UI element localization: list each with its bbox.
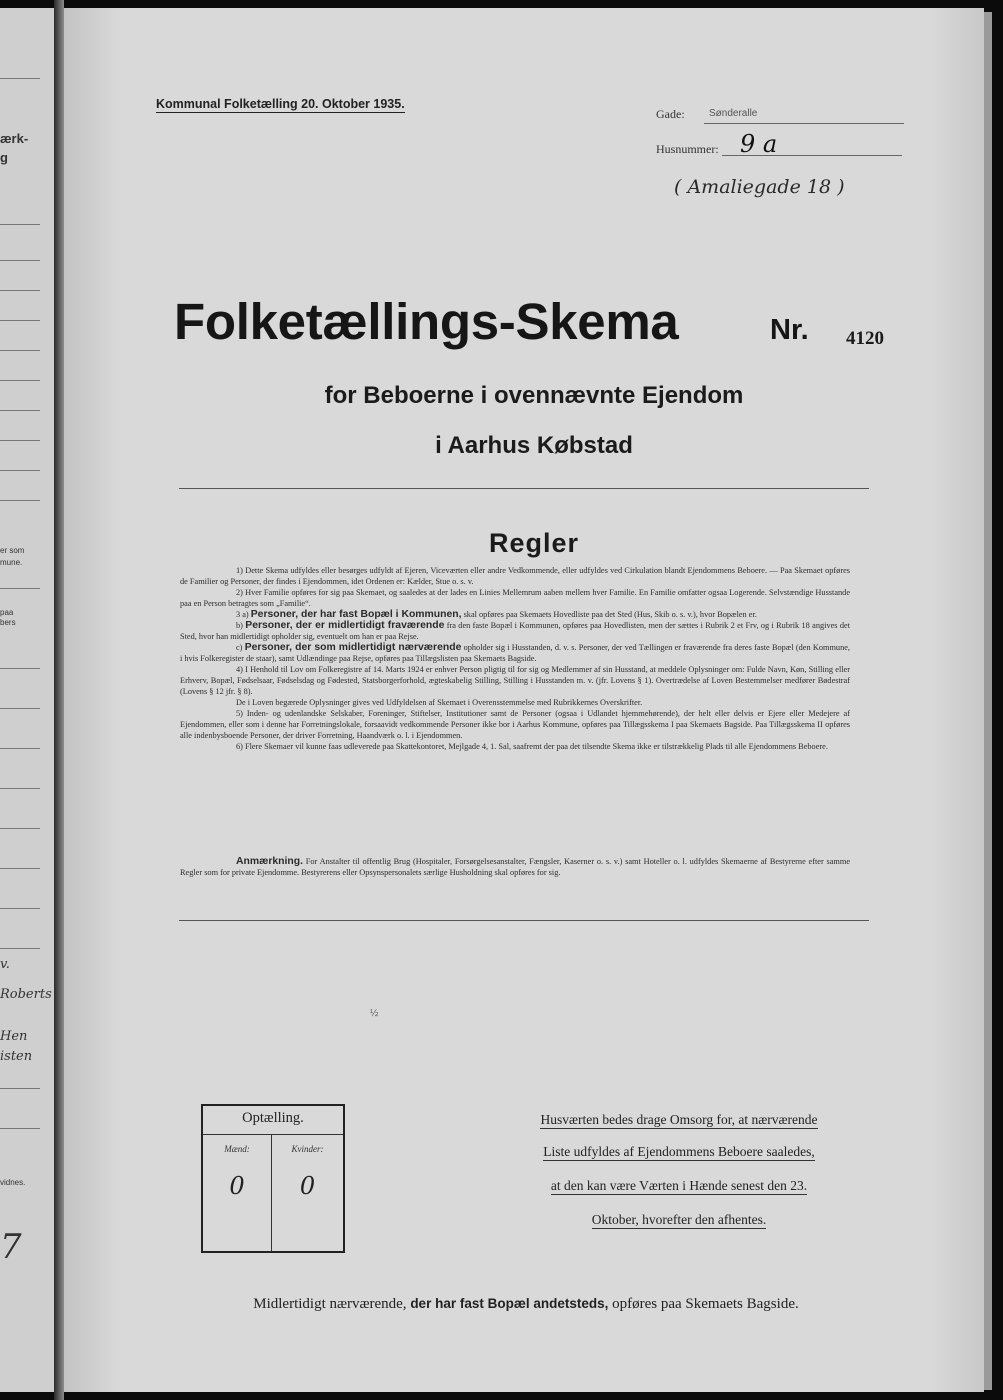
left-page-fragment: vidnes.	[0, 1178, 26, 1187]
count-box	[201, 1104, 345, 1253]
left-page-fragment: g	[0, 150, 8, 165]
form-subtitle: for Beboerne i ovennævnte Ejendom	[324, 382, 744, 409]
left-page-rule	[0, 470, 40, 471]
footer-note: Midlertidigt nærværende, der har fast Bopæl andetsteds, opføres paa Skemaets Bagside.	[253, 1296, 799, 1312]
women-label: Kvinder:	[291, 1144, 324, 1154]
divider-top	[179, 488, 869, 489]
rule-4: 4) I Henhold til Lov om Folkeregistre af 14. Marts 1924 er enhver Person pligtig til for sig og Medlemmer af sin Husstand, at meddele Oplysninger om: Fulde Navn, Køn, Stilling eller Erhverv, Bopæl, Fødselsaar, Fødselsdag og Fødested, Statsborgerforhold, ægteskabelig Stilling, Stilling i Husstanden m. v. (jfr. Lovens § 1). Overtrædelse af Loven Bestemmelser medfører Bødestraf (Lovens § 12 jfr. § 8).	[180, 665, 850, 696]
left-page-rule	[0, 78, 40, 79]
count-box-title: Optælling.	[242, 1110, 304, 1126]
rule-6: 6) Flere Skemaer vil kunne faas udleverede paa Skattekontoret, Mejlgade 4, 1. Sal, saafremt der paa det tilsendte Skema ikke er tilstrækkelig Plads til alle Ejendommens Beboere.	[236, 742, 828, 751]
handwritten-address-note: ( Amaliegade 18 )	[674, 176, 845, 198]
landlord-notice-line: Husværten bedes drage Omsorg for, at nærværende	[540, 1112, 818, 1127]
left-page-rule	[0, 1088, 40, 1089]
form-subtitle-city: i Aarhus Købstad	[435, 432, 633, 459]
left-page-rule	[0, 828, 40, 829]
form-number-label: Nr.	[770, 314, 809, 346]
gade-label: Gade:	[656, 107, 685, 121]
left-page-rule	[0, 500, 40, 501]
left-page-rule	[0, 748, 40, 749]
left-page-rule	[0, 948, 40, 949]
left-page-rule	[0, 380, 40, 381]
left-page-handwriting: Hen	[0, 1029, 28, 1044]
left-page-fragment: paa	[0, 608, 14, 617]
left-page-fragment: mune.	[0, 558, 23, 567]
form-number-value: 4120	[846, 328, 884, 349]
left-facing-page	[0, 8, 54, 1392]
left-page-rule	[0, 224, 40, 225]
men-count: 0	[229, 1172, 245, 1200]
gade-underline	[704, 123, 904, 124]
left-page-rule	[0, 320, 40, 321]
book-gutter	[54, 0, 64, 1400]
landlord-notice-line: Oktober, hvorefter den afhentes.	[591, 1212, 767, 1227]
left-page-fragment: bers	[0, 618, 16, 627]
left-page-rule	[0, 1128, 40, 1129]
left-page-rule	[0, 868, 40, 869]
husnummer-underline	[722, 155, 902, 156]
left-page-rule	[0, 588, 40, 589]
count-box-divider	[203, 1134, 343, 1135]
rule-3b: b) Personer, der er midlertidigt fraværende fra den faste Bopæl i Kommunen, opføres paa Hovedlisten, men der sættes i Rubrik 2 et Frv, og i Rubrik 18 angives det Sted, hvor han midlertidigt opholder sig, eventuelt om han er paa Rejse.	[180, 620, 850, 641]
left-page-rule	[0, 350, 40, 351]
form-title: Folketællings-Skema	[174, 293, 679, 350]
left-page-fragment: er som	[0, 546, 25, 555]
husnummer-label: Husnummer:	[656, 142, 719, 156]
rule-5: 5) Inden- og udenlandske Selskaber, Foreninger, Stiftelser, Institutioner samt de Personer (ogsaa i Udlandet hjemmehørende), der helt eller delvis er Ejere eller Medejere af Ejendommen, eller som i denne har Forretningslokale, forsaavidt vedkommende Personer ikke bor i Aarhus Kommune, opføres paa Tillægsskema I paa Skemaets Bagside. Paa Tillægsskema II opføres alle indenbysboende Personer, der driver Forretning, Haandværk o. l. i Ejendommen.	[180, 709, 850, 740]
rule-3c: c) Personer, der som midlertidigt nærværende opholder sig i Husstanden, d. v. s. Personer, der ved Tællingen er fraværende fra deres faste Bopæl (den Kommune, i hvis Folkeregister de staar), samt Udlændinge paa Rejse, opføres paa Tillægslisten paa Skemaets Bagside.	[180, 642, 850, 663]
page-edge	[984, 12, 992, 1390]
left-page-fragment: ærk-	[0, 131, 29, 146]
women-count: 0	[299, 1172, 316, 1200]
men-label: Mænd:	[224, 1144, 250, 1154]
rules-text	[180, 565, 850, 752]
left-page-rule	[0, 908, 40, 909]
husnummer-value: 9 a	[740, 130, 778, 158]
left-page-rule	[0, 440, 40, 441]
census-form-page	[64, 8, 984, 1392]
left-page-handwriting: isten	[0, 1049, 33, 1064]
landlord-notice-line: Liste udfyldes af Ejendommens Beboere saaledes,	[543, 1144, 815, 1159]
left-page-rule	[0, 260, 40, 261]
census-heading: Kommunal Folketælling 20. Oktober 1935.	[156, 97, 405, 111]
left-page-handwriting: Roberts	[0, 987, 52, 1002]
left-page-rule	[0, 410, 40, 411]
margin-mark: ½	[370, 1008, 379, 1019]
remark-label: Anmærkning.	[236, 856, 303, 867]
left-page-handwriting: v.	[0, 957, 10, 972]
left-page-rule	[0, 788, 40, 789]
left-page-rule	[0, 290, 40, 291]
divider-bottom	[179, 920, 869, 921]
rules-heading: Regler	[488, 528, 580, 558]
landlord-notice-line: at den kan være Værten i Hænde senest den 23.	[550, 1178, 808, 1193]
rule-3a: 3 a) Personer, der har fast Bopæl i Kommunen, skal opføres paa Skemaets Hovedliste paa det Sted (Hus, Skib o. s. v.), hvor Bopælen er.	[236, 609, 757, 620]
gade-value: Sønderalle	[709, 108, 758, 119]
left-page-rule	[0, 668, 40, 669]
rule-4b: De i Loven begærede Oplysninger gives ved Udfyldelsen af Skemaet i Overensstemmelse med Rubrikkernes Overskrifter.	[236, 698, 643, 707]
left-page-rule	[0, 708, 40, 709]
rule-1: 1) Dette Skema udfyldes eller besørges udfyldt af Ejeren, Viceværten eller andre Vedkommende, eller udfyldes ved Cirkulation blandt Ejendommens Beboere. — Paa Skemaet opføres de Familier og Personer, der findes i Ejendommen, idet Ordenen er: Kælder, Stue o. s. v.	[180, 566, 850, 586]
rule-2: 2) Hver Familie opføres for sig paa Skemaet, og saaledes at der lades en Linies Mellemrum aaben mellem hver Familie. En Familie omfatter ogsaa Logerende. Selvstændige Husstande paa en Person betragtes som „Familie“.	[180, 588, 850, 608]
left-page-handwriting: 7	[0, 1227, 22, 1267]
remark-paragraph	[180, 856, 850, 878]
remark-text: For Anstalter til offentlig Brug (Hospitaler, Forsørgelsesanstalter, Fængsler, Kaserner o. s. v.) samt Hoteller o. l. udfyldes Skemaerne af Bestyrerne efter samme Regler som for private Ejendomme. Bestyrerens eller Opsynspersonalets særlige Husholdning skal opføres for sig.	[180, 857, 850, 877]
